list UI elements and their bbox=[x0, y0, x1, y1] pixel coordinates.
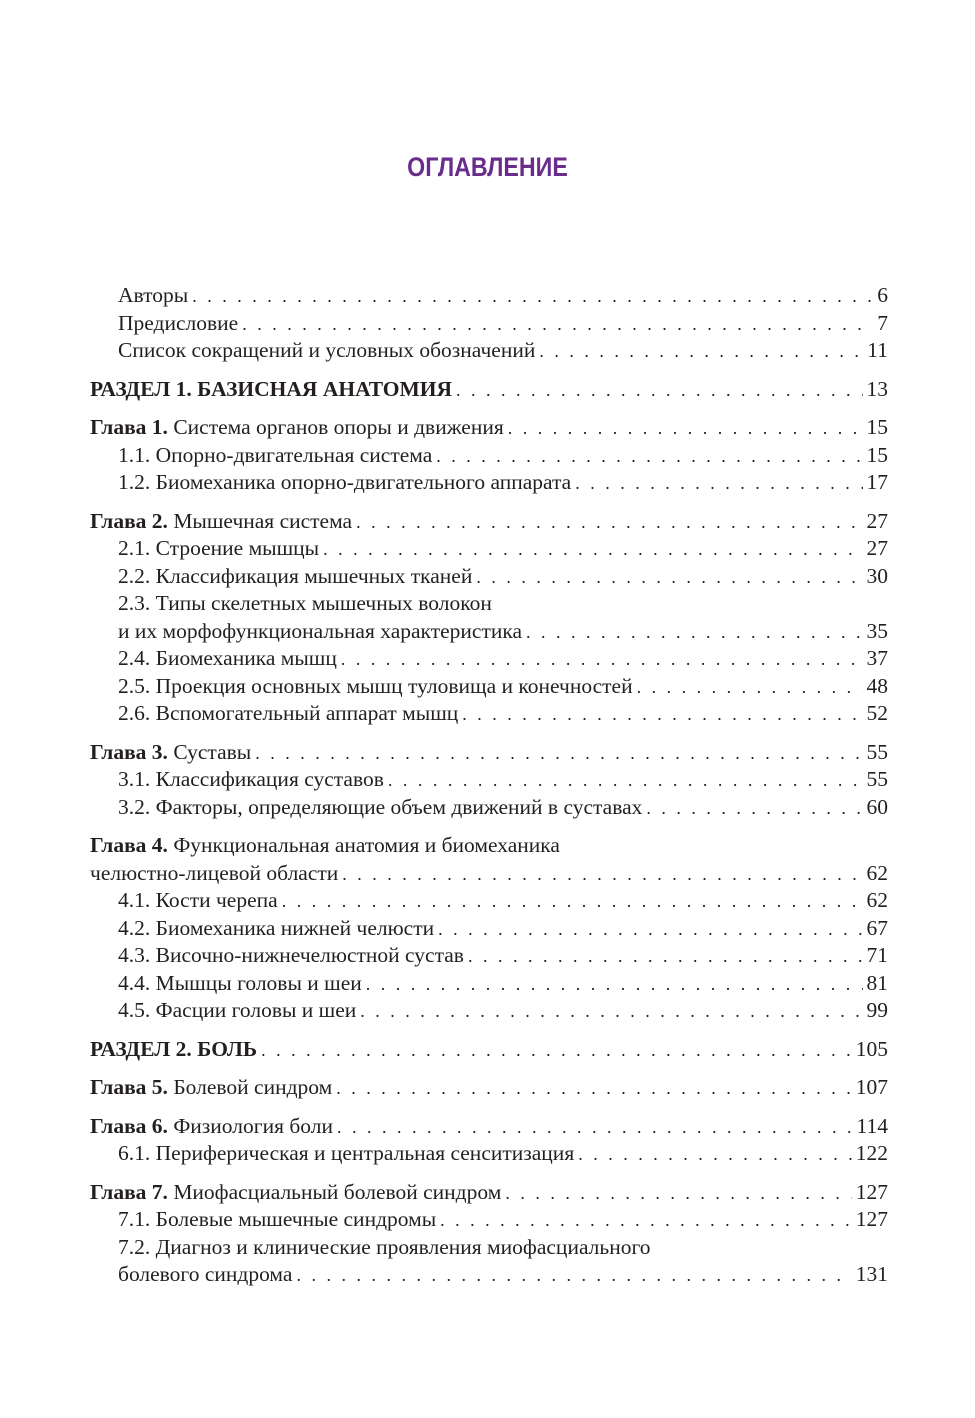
toc-entry[interactable] bbox=[90, 997, 888, 1025]
table-of-contents bbox=[90, 282, 888, 1289]
toc-entry-text: 1.1. Опорно-двигательная система bbox=[118, 442, 433, 467]
toc-entry[interactable] bbox=[90, 618, 888, 646]
page-number: 62 bbox=[866, 888, 888, 912]
toc-entry-text: 7.1. Болевые мышечные синдромы bbox=[118, 1207, 437, 1231]
toc-entry-title bbox=[90, 739, 251, 767]
toc-entry-text: челюстно-лицевой области bbox=[90, 860, 339, 885]
dot-leader bbox=[296, 1262, 851, 1290]
toc-entry[interactable] bbox=[90, 673, 888, 701]
dot-leader bbox=[462, 701, 862, 729]
toc-entry[interactable] bbox=[90, 942, 888, 970]
page-number: 99 bbox=[866, 998, 888, 1022]
dot-leader bbox=[578, 1141, 852, 1169]
toc-entry-title bbox=[118, 337, 535, 365]
toc-entry[interactable] bbox=[90, 414, 888, 442]
page-number: 105 bbox=[855, 1036, 888, 1061]
toc-entry-title bbox=[118, 970, 362, 998]
toc-entry-text: 1.2. Биомеханика опорно-двигательного аппарата bbox=[118, 470, 572, 494]
toc-entry-title bbox=[90, 832, 560, 860]
page-number: 67 bbox=[866, 915, 888, 940]
dot-leader bbox=[336, 1075, 852, 1103]
toc-entry-title bbox=[118, 618, 522, 646]
page-number: 27 bbox=[866, 508, 888, 533]
toc-entry-title bbox=[118, 469, 571, 497]
dot-leader bbox=[192, 283, 873, 311]
toc-entry-title bbox=[118, 673, 633, 701]
toc-entry-text: 4.5. Фасции головы и шеи bbox=[118, 998, 357, 1022]
toc-entry-text: Предисловие bbox=[118, 310, 239, 335]
page-number: 55 bbox=[866, 739, 888, 764]
toc-entry-text: Система органов опоры и движения bbox=[167, 415, 504, 439]
toc-entry[interactable] bbox=[90, 337, 888, 365]
page-number: 7 bbox=[877, 310, 888, 335]
dot-leader bbox=[341, 646, 863, 674]
dot-leader bbox=[323, 536, 862, 564]
toc-entry-text: 3.1. Классификация суставов bbox=[118, 767, 384, 791]
toc-entry[interactable] bbox=[90, 1179, 888, 1207]
dot-leader bbox=[438, 916, 862, 944]
dot-leader bbox=[575, 470, 862, 498]
page-number: 15 bbox=[866, 442, 888, 467]
toc-entry-title bbox=[118, 887, 278, 915]
toc-entry-text: РАЗДЕЛ 2. БОЛЬ bbox=[90, 1036, 258, 1061]
chapter-label: Глава 1. bbox=[90, 415, 168, 439]
dot-leader bbox=[476, 564, 862, 592]
toc-entry[interactable] bbox=[90, 860, 888, 888]
toc-entry-title bbox=[90, 508, 352, 536]
toc-entry-title bbox=[118, 794, 642, 822]
toc-entry[interactable] bbox=[90, 1074, 888, 1102]
page-number: 30 bbox=[866, 563, 888, 588]
page-number: 127 bbox=[855, 1179, 888, 1204]
page-number: 52 bbox=[866, 701, 888, 725]
dot-leader bbox=[637, 674, 863, 702]
page-number: 15 bbox=[866, 415, 888, 439]
toc-entry-title bbox=[118, 942, 464, 970]
chapter-label: Глава 5. bbox=[90, 1075, 168, 1099]
toc-entry[interactable] bbox=[90, 1261, 888, 1289]
toc-entry[interactable] bbox=[90, 310, 888, 338]
toc-entry[interactable] bbox=[90, 1206, 888, 1234]
dot-leader bbox=[468, 943, 863, 971]
toc-entry[interactable] bbox=[90, 1113, 888, 1141]
toc-entry-title bbox=[118, 563, 472, 591]
page-number: 107 bbox=[855, 1075, 888, 1099]
toc-entry[interactable] bbox=[90, 832, 888, 860]
toc-entry-text: Миофасциальный болевой синдром bbox=[167, 1179, 502, 1204]
dot-leader bbox=[261, 1037, 852, 1065]
page-number: 127 bbox=[855, 1207, 888, 1231]
toc-entry-text: 4.1. Кости черепа bbox=[118, 888, 278, 912]
page-number: 62 bbox=[866, 860, 888, 885]
page-number: 131 bbox=[855, 1262, 888, 1286]
dot-leader bbox=[539, 338, 863, 366]
page-number: 27 bbox=[866, 536, 888, 560]
toc-entry[interactable] bbox=[90, 700, 888, 728]
dot-leader bbox=[505, 1180, 851, 1208]
dot-leader bbox=[646, 795, 862, 823]
page-number: 122 bbox=[855, 1141, 888, 1165]
toc-entry-title bbox=[118, 997, 356, 1025]
toc-entry[interactable] bbox=[90, 794, 888, 822]
dot-leader bbox=[282, 888, 863, 916]
toc-entry-text: 2.6. Вспомогательный аппарат мышц bbox=[118, 701, 459, 725]
chapter-label: Глава 2. bbox=[90, 508, 168, 533]
chapter-label: Глава 6. bbox=[90, 1113, 168, 1138]
toc-entry-text: Функциональная анатомия и биомеханика bbox=[167, 833, 560, 857]
toc-entry[interactable] bbox=[90, 282, 888, 310]
toc-entry[interactable] bbox=[90, 1036, 888, 1064]
toc-entry-title bbox=[90, 414, 504, 442]
page-title: ОГЛАВЛЕНИЕ bbox=[407, 152, 568, 182]
dot-leader bbox=[526, 619, 862, 647]
toc-entry[interactable] bbox=[90, 442, 888, 470]
toc-entry-title bbox=[118, 1261, 292, 1289]
dot-leader bbox=[360, 998, 862, 1026]
toc-entry-text: 2.5. Проекция основных мышц туловища и конечностей bbox=[118, 673, 633, 698]
toc-entry-text: РАЗДЕЛ 1. БАЗИСНАЯ АНАТОМИЯ bbox=[90, 376, 453, 401]
toc-entry-title bbox=[118, 442, 432, 470]
page-number: 37 bbox=[866, 646, 888, 670]
dot-leader bbox=[255, 740, 862, 768]
page-number: 35 bbox=[866, 618, 888, 643]
toc-entry-text: 2.2. Классификация мышечных тканей bbox=[118, 563, 473, 588]
toc-entry[interactable] bbox=[90, 563, 888, 591]
toc-entry-text: Суставы bbox=[167, 739, 252, 764]
dot-leader bbox=[242, 311, 873, 339]
page-number: 114 bbox=[856, 1113, 888, 1138]
toc-entry[interactable] bbox=[90, 645, 888, 673]
toc-entry-title bbox=[118, 915, 434, 943]
toc-entry-title bbox=[118, 310, 238, 338]
toc-entry-text: и их морфофункциональная характеристика bbox=[118, 618, 523, 643]
toc-entry-title bbox=[118, 1234, 651, 1262]
page-number: 13 bbox=[866, 376, 888, 401]
toc-entry[interactable] bbox=[90, 1234, 888, 1262]
toc-entry[interactable] bbox=[90, 508, 888, 536]
toc-entry[interactable] bbox=[90, 915, 888, 943]
page-number: 11 bbox=[867, 338, 888, 362]
dot-leader bbox=[366, 971, 863, 999]
toc-entry-text: болевого синдрома bbox=[118, 1262, 293, 1286]
toc-entry[interactable] bbox=[90, 590, 888, 618]
toc-entry-title bbox=[118, 1206, 436, 1234]
dot-leader bbox=[456, 377, 862, 405]
page-number: 17 bbox=[866, 470, 888, 494]
dot-leader bbox=[337, 1114, 853, 1142]
page-number: 81 bbox=[866, 970, 888, 995]
toc-entry-text: 2.1. Строение мышцы bbox=[118, 536, 320, 560]
toc-entry-title bbox=[118, 282, 188, 310]
chapter-label: Глава 4. bbox=[90, 833, 168, 857]
toc-entry[interactable] bbox=[90, 1140, 888, 1168]
page-number: 71 bbox=[866, 943, 888, 967]
chapter-label: Глава 7. bbox=[90, 1179, 168, 1204]
toc-entry[interactable] bbox=[90, 376, 888, 404]
toc-entry-text: 3.2. Факторы, определяющие объем движений в суставах bbox=[118, 794, 643, 819]
page-number: 55 bbox=[866, 767, 888, 791]
page-number: 6 bbox=[877, 283, 888, 307]
toc-entry-title bbox=[118, 1140, 574, 1168]
toc-entry-title bbox=[90, 1179, 501, 1207]
toc-entry-title bbox=[118, 700, 458, 728]
toc-entry-text: 7.2. Диагноз и клинические проявления миофасциального bbox=[118, 1234, 651, 1259]
page-number: 60 bbox=[866, 794, 888, 819]
toc-entry-text: Список сокращений и условных обозначений bbox=[118, 338, 536, 362]
toc-entry-text: 2.4. Биомеханика мышц bbox=[118, 646, 337, 670]
toc-entry[interactable] bbox=[90, 469, 888, 497]
toc-entry-title bbox=[118, 766, 384, 794]
dot-leader bbox=[436, 443, 862, 471]
page-number: 48 bbox=[866, 673, 888, 698]
toc-entry-title bbox=[90, 860, 338, 888]
toc-entry[interactable] bbox=[90, 887, 888, 915]
dot-leader bbox=[356, 509, 862, 537]
toc-entry[interactable] bbox=[90, 739, 888, 767]
chapter-label: Глава 3. bbox=[90, 739, 168, 764]
toc-entry-title bbox=[118, 645, 337, 673]
toc-entry-title bbox=[90, 1036, 257, 1064]
dot-leader bbox=[440, 1207, 852, 1235]
dot-leader bbox=[342, 861, 862, 889]
dot-leader bbox=[388, 767, 863, 795]
toc-entry-text: Авторы bbox=[118, 283, 189, 307]
toc-entry-text: Болевой синдром bbox=[167, 1075, 333, 1099]
toc-entry-text: 2.3. Типы скелетных мышечных волокон bbox=[118, 591, 492, 615]
toc-entry-text: 6.1. Периферическая и центральная сенситизация bbox=[118, 1141, 575, 1165]
toc-entry-text: 4.4. Мышцы головы и шеи bbox=[118, 970, 362, 995]
toc-entry-title bbox=[118, 535, 319, 563]
toc-entry-text: 4.3. Височно-нижнечелюстной сустав bbox=[118, 943, 464, 967]
toc-entry-title bbox=[118, 590, 492, 618]
toc-entry-text: 4.2. Биомеханика нижней челюсти bbox=[118, 915, 435, 940]
dot-leader bbox=[508, 415, 863, 443]
toc-entry[interactable] bbox=[90, 766, 888, 794]
toc-entry-title bbox=[90, 1113, 333, 1141]
toc-entry-text: Физиология боли bbox=[167, 1113, 333, 1138]
toc-entry-title bbox=[90, 376, 452, 404]
toc-entry[interactable] bbox=[90, 535, 888, 563]
toc-entry[interactable] bbox=[90, 970, 888, 998]
toc-entry-text: Мышечная система bbox=[167, 508, 353, 533]
toc-entry-title bbox=[90, 1074, 332, 1102]
